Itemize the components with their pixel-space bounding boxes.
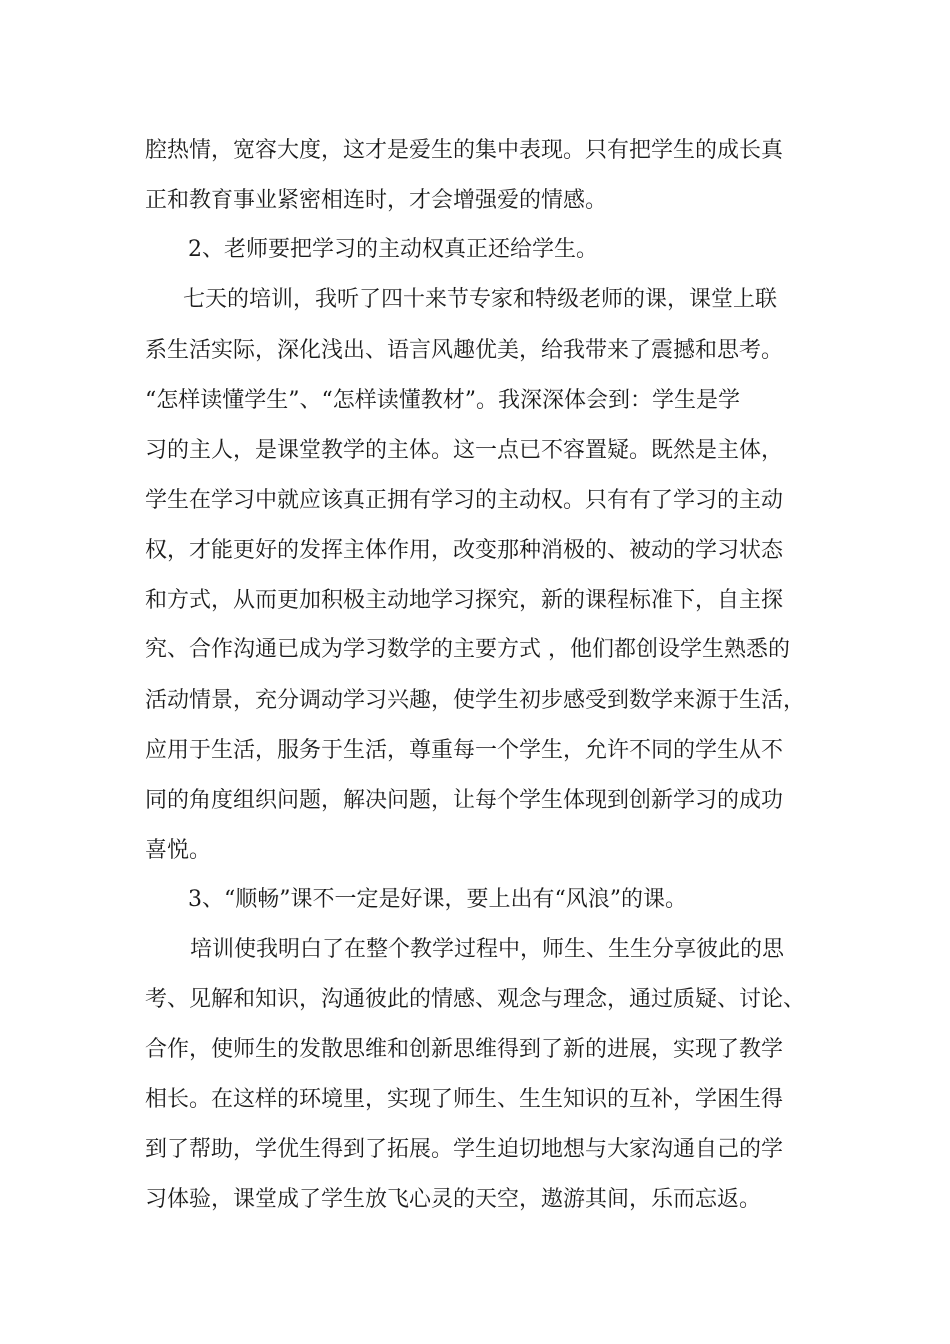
section-heading-3: 3、“顺畅”课不一定是好课，要上出有“风浪”的课。	[188, 887, 687, 912]
text-line: 权，才能更好的发挥主体作用，改变那种消极的、被动的学习状态	[145, 538, 784, 563]
text-line: 正和教育事业紧密相连时，才会增强爱的情感。	[145, 188, 608, 213]
text-line: 学生在学习中就应该真正拥有学习的主动权。只有有了学习的主动	[145, 488, 784, 513]
text-line: 和方式，从而更加积极主动地学习探究，新的课程标准下，自主探	[145, 588, 784, 613]
text-line: 培训使我明白了在整个教学过程中，师生、生生分享彼此的思	[190, 937, 785, 962]
text-line: 习的主人，是课堂教学的主体。这一点已不容置疑。既然是主体，	[145, 438, 784, 463]
text-line: 腔热情，宽容大度，这才是爱生的集中表现。只有把学生的成长真	[145, 138, 784, 163]
text-line: 习体验，课堂成了学生放飞心灵的天空，遨游其间，乐而忘返。	[145, 1187, 762, 1212]
text-line: 同的角度组织问题，解决问题，让每个学生体现到创新学习的成功	[145, 788, 784, 813]
text-line: 系生活实际，深化浅出、语言风趣优美，给我带来了震撼和思考。	[145, 338, 784, 363]
text-line: “怎样读懂学生”、“怎样读懂教材”。我深深体会到：学生是学	[145, 388, 740, 413]
text-line: 活动情景，充分调动学习兴趣，使学生初步感受到数学来源于生活，	[145, 688, 806, 713]
text-line: 到了帮助，学优生得到了拓展。学生迫切地想与大家沟通自己的学	[145, 1137, 784, 1162]
section-heading-2: 2、老师要把学习的主动权真正还给学生。	[188, 237, 598, 262]
text-line: 考、见解和知识，沟通彼此的情感、观念与理念，通过质疑、讨论、	[145, 987, 806, 1012]
text-line: 究、合作沟通已成为学习数学的主要方式 ，他们都创设学生熟悉的	[145, 637, 790, 662]
text-line: 七天的培训，我听了四十来节专家和特级老师的课，课堂上联	[183, 287, 778, 312]
text-line: 合作，使师生的发散思维和创新思维得到了新的进展，实现了教学	[145, 1037, 784, 1062]
text-line: 喜悦。	[145, 838, 212, 863]
text-line: 应用于生活，服务于生活，尊重每一个学生，允许不同的学生从不	[145, 738, 784, 763]
text-line: 相长。在这样的环境里，实现了师生、生生知识的互补，学困生得	[145, 1087, 784, 1112]
